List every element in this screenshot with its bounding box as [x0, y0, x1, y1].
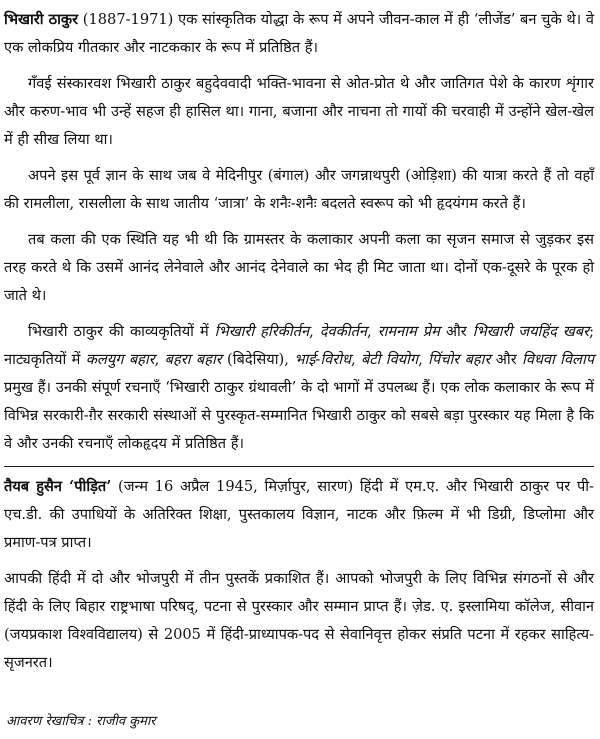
works-text: ,: [367, 323, 378, 340]
work-title: भिखारी जयहिंद खबर: [472, 323, 590, 340]
works-text: भिखारी ठाकुर की काव्यकृतियों में: [28, 323, 215, 340]
work-title: भिखारी हरिकीर्तन: [214, 323, 310, 340]
works-text: और: [439, 323, 473, 340]
works-text: ,: [154, 351, 165, 368]
work-title: देवकीर्तन: [319, 323, 368, 340]
works-text: (बिदेसिया),: [221, 351, 295, 368]
works-text: ,: [309, 323, 320, 340]
bio1-dates: (1887-1971): [82, 11, 174, 28]
work-title: रामनाम प्रेम: [377, 323, 440, 340]
page: [4, 6, 594, 685]
bio1-name: भिखारी ठाकुर: [4, 11, 79, 28]
bio2-name: तैयब हुसैन ‘पीड़ित’: [4, 478, 112, 495]
bio2-paragraph-2: आपकी हिंदी में दो और भोजपुरी में तीन पुस्तकें प्रकाशित हैं। आपको भोजपुरी के लिए विभिन्न संगठनों से और हिंदी के लिए बिहार राष्ट्रभाषा परिषद्, पटना से पुरस्कार और सम्मान प्राप्त हैं। ज़ेड. ए. इस्लामिया कॉलेज, सीवान (जयप्रकाश विश्वविद्यालय) से 2005 में हिंदी-प्राध्यापक-पद से सेवानिवृत्त होकर संप्रति पटना में रहकर साहित्य-सृजनरत।: [4, 570, 594, 671]
bio1-intro-paragraph: [4, 6, 594, 62]
work-title: भाई-विरोध: [294, 351, 351, 368]
bio1-intro-text: एक सांस्कृतिक योद्धा के रूप में अपने जीवन-काल में ही ‘लीजेंड’ बन चुके थे। वे एक लोकप्रिय गीतकार और नाटककार के रूप में प्रतिष्ठित हैं।: [4, 11, 595, 56]
work-title: पिंचोर बहार: [428, 351, 491, 368]
bio1-paragraph-3: अपने इस पूर्व ज्ञान के साथ जब वे मेदिनीपुर (बंगाल) और जगन्नाथपुरी (ओड़िशा) की यात्रा करते हैं तो वहाँ की रामलीला, रासलीला के साथ जातीय ‘जात्रा’ के शनैः-शनैः बदलते स्वरूप को भी हृदयंगम करते हैं।: [4, 167, 594, 212]
works-text: प्रमुख हैं। उनकी संपूर्ण रचनाएँ ‘भिखारी ठाकुर ग्रंथावली’ के दो भागों में उपलब्ध हैं। एक लोक कलाकार के रूप में विभिन्न सरकारी-ग़ैर सरकारी संस्थाओं से पुरस्कृत-सम्मानित भिखारी ठाकुर को सबसे बड़ा पुरस्कार यह मिला है कि वे और उनकी रचनाएँ लोकहृदय में प्रतिष्ठित हैं।: [4, 379, 594, 452]
bio2-intro-paragraph: [4, 473, 594, 557]
work-title: बेटी वियोग: [360, 351, 419, 368]
bio-bhikhari-thakur: [4, 6, 594, 458]
works-text: ,: [350, 351, 361, 368]
work-title: बहरा बहार: [164, 351, 222, 368]
bio1-works-paragraph: [4, 318, 594, 458]
bio1-paragraph-2: गँवई संस्कारवश भिखारी ठाकुर बहुदेववादी भक्ति-भावना से ओत-प्रोत थे और जातिगत पेशे के कारण शृंगार और करुण-भाव भी उन्हें सहज ही हासिल था। गाना, बजाना और नाचना तो गायों की चरवाही में उन्होंने खेल-खेल में ही सीख लिया था।: [4, 75, 594, 148]
works-text: ,: [418, 351, 429, 368]
works-text: और: [490, 351, 523, 368]
bio2-intro-text: (जन्म 16 अप्रैल 1945, मिर्ज़ापुर, सारण) हिंदी में एम.ए. और भिखारी ठाकुर पर पी-एच.डी. की उपाधियों के अतिरिक्त शिक्षा, पुस्तकालय विज्ञान, नाटक और फ़िल्म में भी डिग्री, डिप्लोमा और प्रमाण-पत्र प्राप्त।: [4, 478, 594, 551]
work-title: विधवा विलाप: [522, 351, 595, 368]
bio-tayyab-hussain: [4, 473, 594, 677]
cover-sketch-credit: आवरण रेखाचित्र : राजीव कुमार: [6, 714, 156, 729]
bio1-paragraph-4: तब कला की एक स्थिति यह भी थी कि ग्रामस्तर के कलाकार अपनी कला का सृजन समाज से जुड़कर इस तरह करते थे कि उसमें आनंद लेनेवाले और आनंद देनेवाले का भेद ही मिट जाता था। दोनों एक-दूसरे के पूरक हो जाते थे।: [4, 231, 594, 304]
works-text: ; नाट्यकृतियों में: [4, 323, 594, 368]
section-divider: [4, 466, 594, 467]
work-title: कलयुग बहार: [85, 351, 155, 368]
